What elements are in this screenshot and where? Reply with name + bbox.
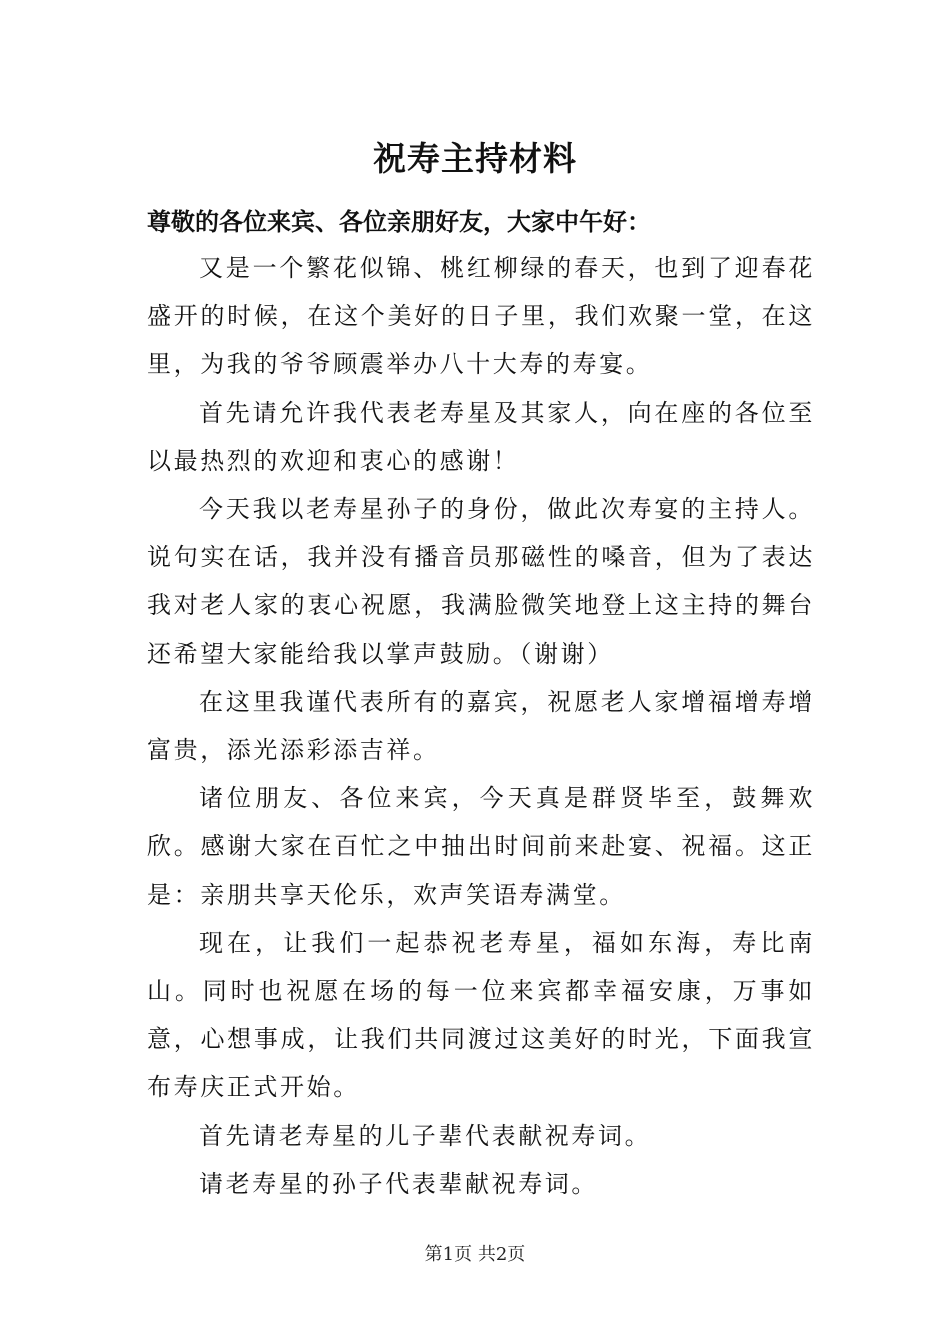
salutation: 尊敬的各位来宾、各位亲朋好友，大家中午好： [147, 207, 651, 236]
paragraph-1: 又是一个繁花似锦、桃红柳绿的春天，也到了迎春花盛开的时候，在这个美好的日子里，我们欢聚一堂，在这里，为我的爷爷顾震举办八十大寿的寿宴。 [147, 254, 815, 379]
paragraph-7: 首先请老寿星的儿子辈代表献祝寿词。 [199, 1121, 652, 1150]
document-title: 祝寿主持材料 [373, 139, 577, 178]
paragraph-4: 在这里我谨代表所有的嘉宾，祝愿老人家增福增寿增富贵，添光添彩添吉祥。 [147, 687, 815, 765]
paragraph-5: 诸位朋友、各位来宾，今天真是群贤毕至，鼓舞欢欣。感谢大家在百忙之中抽出时间前来赴宴、祝福。这正是：亲朋共享天伦乐，欢声笑语寿满堂。 [147, 784, 815, 909]
paragraph-2: 首先请允许我代表老寿星及其家人，向在座的各位至以最热烈的欢迎和衷心的感谢！ [147, 398, 815, 475]
paragraph-3: 今天我以老寿星孙子的身份，做此次寿宴的主持人。说句实在话，我并没有播音员那磁性的嗓音，但为了表达我对老人家的衷心祝愿，我满脸微笑地登上这主持的舞台还希望大家能给我以掌声鼓励。（谢谢） [147, 495, 815, 668]
page-footer: 第1页 共2页 [424, 1244, 526, 1265]
paragraph-6: 现在，让我们一起恭祝老寿星，福如东海，寿比南山。同时也祝愿在场的每一位来宾都幸福安康，万事如意，心想事成，让我们共同渡过这美好的时光，下面我宣布寿庆正式开始。 [147, 928, 815, 1102]
document-body [147, 244, 815, 1208]
paragraph-8: 请老寿星的孙子代表辈献祝寿词。 [199, 1169, 598, 1198]
